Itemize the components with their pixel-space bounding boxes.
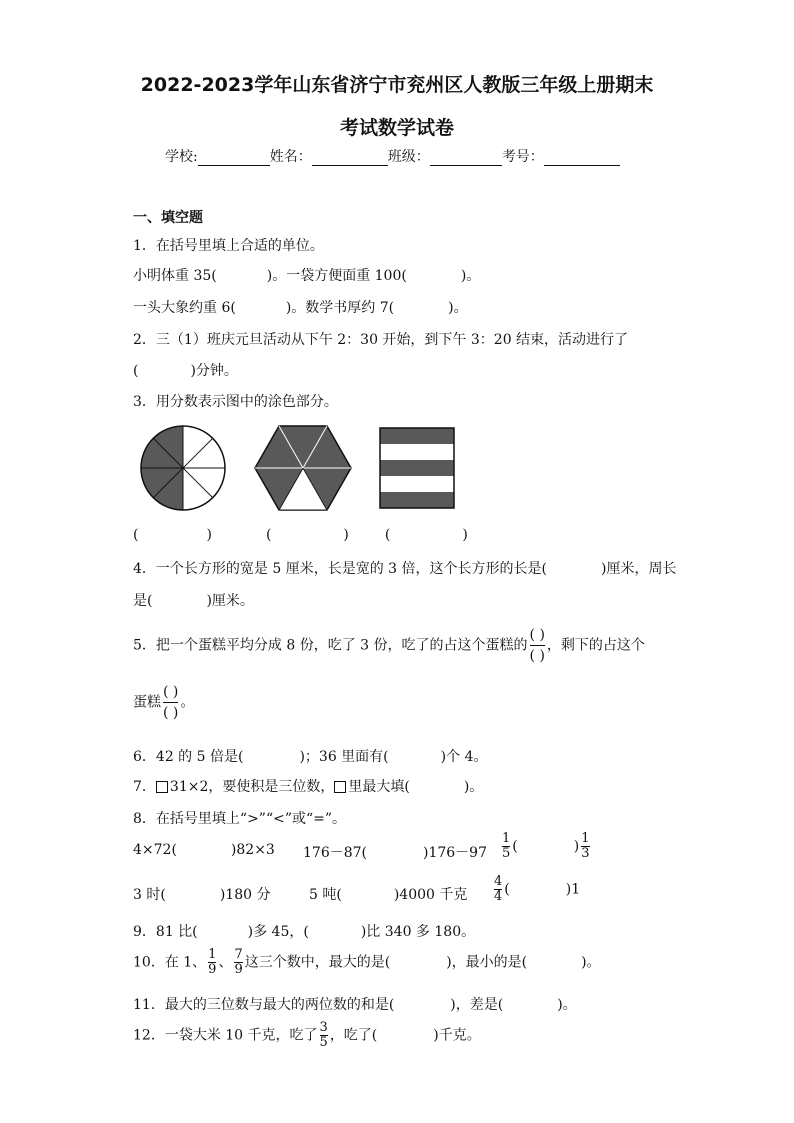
q5-line1	[133, 625, 645, 666]
q9-line	[133, 921, 475, 941]
q5-text-2: ，剩下的占这个	[546, 637, 645, 654]
q1-line-b	[133, 297, 468, 317]
name-field[interactable]	[312, 151, 388, 166]
q8-r1c1-right: )82×3	[230, 842, 275, 858]
q7-text-4: )。	[463, 779, 484, 795]
q12-text-3: )千克。	[433, 1027, 481, 1044]
q8-r1c1-left: 4×72(	[133, 842, 177, 858]
q8-r1c3-open: (	[512, 838, 518, 855]
fraction-1-5: $\frac{1}{5}$	[502, 831, 511, 861]
q3-close-3: )	[462, 527, 468, 543]
q1-a1: 小明体重 35(	[133, 268, 217, 284]
q11-text-1: 11．最大的三位数与最大的两位数的和是(	[133, 997, 395, 1013]
q8-r2c3-close: )1	[565, 881, 581, 898]
q1-b2: )。数学书厚约 7(	[285, 300, 395, 316]
q4-line2	[133, 590, 254, 610]
fraction-4-4: $\frac{4}{4}$	[494, 874, 503, 904]
rectangle-figure	[380, 428, 454, 508]
q8-row2-col1	[133, 884, 270, 904]
q1-b3: )。	[448, 300, 468, 316]
q11-line	[133, 994, 577, 1014]
school-label: 学校:	[165, 149, 198, 165]
fraction-1-3: $\frac{1}{3}$	[581, 831, 590, 861]
q1-a2: )。一袋方便面重 100(	[266, 268, 407, 284]
q7-text-3: 里最大填(	[348, 779, 410, 795]
q11-text-2: )，差是(	[450, 997, 504, 1013]
q9-text-2: )多 45，(	[247, 924, 309, 940]
q9-text-3: )比 340 多 180。	[360, 924, 476, 940]
q3-close-1: )	[206, 527, 212, 543]
q8-r2c2-right: )4000 千克	[393, 887, 468, 903]
q8-row1-col3	[500, 832, 592, 861]
q9-text-1: 9．81 比(	[133, 924, 198, 940]
q6-line	[133, 746, 487, 766]
q8-r2c3-open: (	[504, 881, 510, 898]
q6-text-3: )个 4。	[440, 749, 488, 765]
q10-text-2: 这三个数中，最大的是(	[244, 954, 391, 971]
q4-text-3: 是(	[133, 593, 153, 609]
q8-row2-col2	[309, 884, 467, 904]
q3-stem: 3．用分数表示图中的涂色部分。	[133, 394, 338, 410]
q8-row1-col2	[303, 842, 487, 862]
q2-open: (	[133, 363, 139, 379]
q1-a3: )。	[460, 268, 481, 284]
fraction-1-9: $\frac{1}{9}$	[208, 947, 217, 977]
fraction-7-9: $\frac{7}{9}$	[234, 947, 243, 977]
q6-text-1: 6．42 的 5 倍是(	[133, 749, 244, 765]
q2-line2	[133, 360, 238, 380]
class-label: 班级：	[387, 149, 430, 165]
q4-text-4: )厘米。	[206, 593, 254, 609]
q3-close-2: )	[343, 527, 349, 543]
q8-r2c2-left: 5 吨(	[309, 887, 342, 903]
q8-r2c1-right: )180 分	[219, 887, 271, 903]
q1-stem: 1．在括号里填上合适的单位。	[133, 238, 324, 254]
q10-text-1: 10．在 1、	[133, 954, 207, 971]
q8-row1-col1	[133, 842, 275, 858]
q8-r1c2-right: )176－97	[423, 845, 487, 861]
id-field[interactable]	[544, 151, 620, 166]
box-icon	[334, 781, 346, 793]
q3-open-3: (	[384, 527, 391, 543]
q10-line	[133, 948, 601, 977]
q10-text-3: )，最小的是(	[446, 954, 528, 971]
exam-title-line2: 考试数学试卷	[339, 117, 454, 139]
q2-close: )分钟。	[190, 363, 238, 379]
q7-text-2: 31×2，要使积是三位数，	[169, 779, 335, 795]
q10-sep: 、	[218, 954, 233, 971]
q6-text-2: )；36 里面有(	[299, 749, 389, 765]
q12-text-1: 12．一袋大米 10 千克，吃了	[133, 1027, 318, 1044]
q8-stem: 8．在括号里填上“>”“<”或“=”。	[133, 811, 347, 827]
q3-open-2: (	[265, 527, 272, 543]
id-label: 考号：	[501, 149, 544, 165]
box-icon	[156, 781, 168, 793]
fraction-3-5: $\frac{3}{5}$	[319, 1020, 328, 1050]
q7-text-1: 7．	[133, 779, 156, 795]
exam-title-line1: 2022-2023学年山东省济宁市兖州区人教版三年级上册期末	[140, 74, 654, 96]
q1-b1: 一头大象约重 6(	[133, 300, 236, 316]
q5-text-4: 。	[180, 694, 195, 711]
q4-line1	[133, 558, 676, 578]
q3-open-1: (	[133, 527, 139, 543]
q4-text-2: )厘米，周长	[600, 561, 677, 577]
q3-answer-blanks	[133, 527, 468, 543]
q2-line1: 2．三（1）班庆元旦活动从下午 2：30 开始，到下午 3：20 结束，活动进行了	[133, 332, 629, 348]
school-field[interactable]	[198, 151, 270, 166]
q5-line2	[133, 682, 194, 723]
q3-figures	[130, 418, 470, 518]
q5-fraction-blank-2[interactable]: $\frac{( )}{( )}$	[163, 684, 179, 721]
q4-text-1: 4．一个长方形的宽是 5 厘米，长是宽的 3 倍，这个长方形的长是(	[133, 561, 547, 577]
q8-row2-col3	[492, 875, 580, 904]
section-fill-blank-title: 一、填空题	[133, 210, 203, 226]
circle-figure	[141, 426, 225, 510]
hexagon-figure	[255, 426, 351, 510]
q8-r1c3-close: )	[573, 838, 580, 855]
q5-text-3: 蛋糕	[133, 694, 161, 711]
q10-text-4: )。	[581, 954, 601, 971]
q5-text-1: 5．把一个蛋糕平均分成 8 份，吃了 3 份，吃了的占这个蛋糕的	[133, 637, 528, 654]
q8-r2c1-left: 3 时(	[133, 887, 166, 903]
student-info-line	[165, 146, 620, 166]
q5-fraction-blank-1[interactable]: $\frac{( )}{( )}$	[529, 627, 545, 664]
name-label: 姓名：	[269, 149, 312, 165]
q12-line	[133, 1021, 481, 1050]
q12-text-2: ，吃了(	[329, 1027, 378, 1044]
q11-text-3: )。	[557, 997, 577, 1013]
q1-line-a	[133, 265, 480, 285]
class-field[interactable]	[430, 151, 502, 166]
q8-r1c2-left: 176－87(	[303, 845, 367, 861]
q7-line	[133, 776, 483, 796]
